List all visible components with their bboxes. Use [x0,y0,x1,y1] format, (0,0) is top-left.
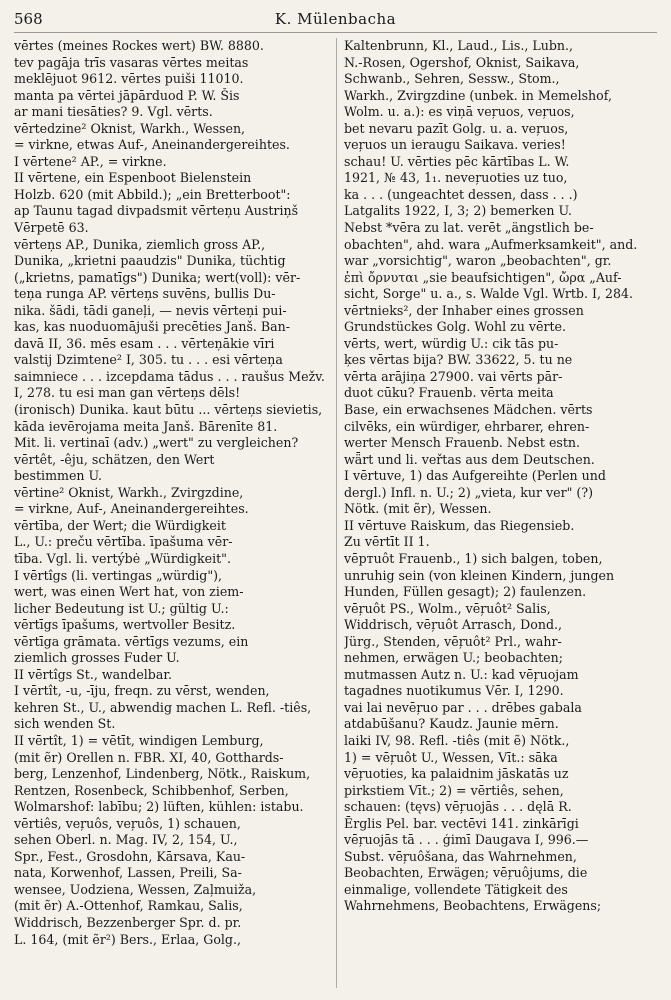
text-line: I vērtene² AP., = virkne. [14,153,167,169]
text-line: vērta arājiņa 27900. vai vērts pār- [344,368,563,384]
right-column [344,38,662,996]
text-line: nehmen, erwägen U.; beobachten; [344,650,563,666]
text-line: vērteņs AP., Dunika, ziemlich gross AP., [14,236,266,252]
text-line: Holzb. 620 (mit Abbild.); „ein Bretterboot": [14,186,291,202]
text-line: berg, Lenzenhof, Lindenberg, Nötk., Raiskum, [14,766,311,782]
text-line: vēŗuôt PS., Wolm., vēŗuôt² Salis, [344,600,551,616]
text-line: tība. Vgl. li. vertýbė „Würdigkeit". [14,550,231,566]
text-line: vērtīga grāmata. vērtīgs vezums, ein [14,633,249,649]
text-line: vērtnieks², der Inhaber eines grossen [344,302,584,318]
text-line: teņa runga AP. vērteņs suvēns, bullis Du- [14,286,276,302]
text-line: vērtêt, -êju, schätzen, den Wert [14,451,215,467]
text-line: tev pagāja trīs vasaras vērtes meitas [14,54,249,70]
text-line: Widdrisch, Bezzenberger Spr. d. pr. [14,914,242,930]
text-line: vērtiês, veŗuôs, veŗuôs, 1) schauen, [14,815,241,831]
text-line: wensee, Uodziena, Wessen, Zaļmuiža, [14,881,257,897]
text-line: Jürg., Stenden, vēŗuôt² Prl., wahr- [344,633,562,649]
text-line: N.-Rosen, Ogershof, Oknist, Saikava, [344,54,580,70]
text-line: saimniece . . . izcepdama tādus . . . raušus Mežv. [14,368,325,384]
text-line: sich wenden St. [14,716,116,732]
text-line: vēŗuoties, ka palaidnim jāskatās uz [344,766,569,782]
text-line: Wolmarshof: labību; 2) lüften, kühlen: istabu. [14,799,304,815]
text-line: Vērpetē 63. [14,220,89,236]
text-line: kas, kas nuoduomājuši precēties Janš. Ban- [14,319,291,335]
text-line: schau! U. vērties pēc kārtības L. W. [344,153,570,169]
text-line: atdabūšanu? Kaudz. Jaunie mērn. [344,716,559,732]
text-line: Rentzen, Rosenbeck, Schibbenhof, Serben, [14,782,289,798]
text-line: laiki IV, 98. Refl. -tiês (mit ẽ) Nötk., [344,732,570,748]
text-line: Grundstückes Golg. Wohl zu vērte. [344,319,567,335]
text-line: ar mani tiesāties? 9. Vgl. vērts. [14,104,213,120]
text-line: („krietns, pamatīgs") Dunika; wert(voll): vēr- [14,269,301,285]
text-line: II vērtene, ein Espenboot Bielenstein [14,170,252,186]
text-line: nata, Korwenhof, Lassen, Preili, Sa- [14,865,242,881]
text-line: veŗuos un ieraugu Saikava. veries! [344,137,566,153]
text-line: I vērtuve, 1) das Aufgereihte (Perlen und [344,468,606,484]
text-line: Spr., Fest., Grosdohn, Kārsava, Kau- [14,848,246,864]
text-line: Subst. vēŗuôšana, das Wahrnehmen, [344,848,577,864]
text-line: vai lai nevēŗuo par . . . drēbes gabala [344,699,582,715]
text-line: vēртuôt Frauenb., 1) sich balgen, toben, [344,550,603,566]
text-line: mutmassen Autz n. U.: kad vēŗuojam [344,666,579,682]
text-line: ķes vērtas bija? BW. 33622, 5. tu ne [344,352,573,368]
text-line: I, 278. tu esi man gan vērteņs dēls! [14,385,241,401]
text-line: Dunika, „krietni paaudzis" Dunika, tüchtig [14,253,286,269]
text-line: II vērtît, 1) = vētīt, windigen Lemburg, [14,732,264,748]
text-line: Nötk. (mit ẽr), Wessen. [344,501,492,517]
text-line: schauen: (tęvs) vēŗuojās . . . dęlā R. [344,799,572,815]
text-line: Wolm. u. a.): es viņā veŗuos, veŗuos, [344,104,575,120]
text-line: vērtīgs īpašums, wertvoller Besitz. [14,617,236,633]
text-line: Kaltenbrunn, Kl., Laud., Lis., Lubn., [344,38,574,53]
text-line: dergl.) Infl. n. U.; 2) „vieta, kur ver" (?) [344,484,593,500]
text-line: cilvēks, ein würdiger, ehrbarer, ehren- [344,418,590,434]
text-line: Mit. li. vertinaī (adv.) „wert" zu vergleichen? [14,435,299,451]
text-line: bestimmen U. [14,468,102,484]
text-line: vērtedzine² Oknist, Warkh., Wessen, [14,120,246,136]
text-line: manta pa vērtei jāpārduod P. W. Šis [14,87,240,103]
text-line: bet nevaru pazīt Golg. u. a. veŗuos, [344,120,569,136]
text-line: Base, ein erwachsenes Mädchen. vērts [344,402,593,418]
text-line: Zu vērtīt II 1. [344,534,430,550]
text-line: pirkstiem Vīt.; 2) = vērtiês, sehen, [344,782,564,798]
text-line: valstij Dzimtene² I, 305. tu . . . esi vērteņa [14,352,283,368]
text-line: L. 164, (mit ẽr²) Bers., Erlaa, Golg., [14,931,242,947]
text-line: Warkh., Zvirgzdine (unbek. in Memelshof, [344,87,612,103]
page-header [14,8,657,30]
text-line: ziemlich grosses Fuder U. [14,650,180,666]
text-line: Ērglis Pel. bar. vectēvi 141. zinkārīgi [344,815,579,831]
text-line: davā II, 36. mēs esam . . . vērteņākie vīri [14,335,275,351]
text-line: Wahrnehmens, Beobachtens, Erwägens; [344,898,602,914]
text-line: vērtība, der Wert; die Würdigkeit [14,517,226,533]
text-line: I vērtît, -u, -īju, freqn. zu vērst, wenden, [14,683,270,699]
running-title: K. Mülenbacha [274,10,397,28]
text-line: vērtine² Oknist, Warkh., Zvirgzdine, [14,484,244,500]
text-line: vērtes (meines Rockes wert) BW. 8880. [14,38,264,53]
text-line: tagadnes nuotikumus Vēr. I, 1290. [344,683,564,699]
page-number: 568 [14,10,43,28]
text-line: sehen Oberl. n. Mag. IV, 2, 154, U., [14,832,238,848]
text-line: obachten", ahd. wara „Aufmerksamkeit", and. [344,236,638,252]
text-line: II vērtîgs St., wandelbar. [14,666,173,682]
header-rule [14,32,657,33]
text-line: war „vorsichtig", waron „beobachten", gr. [344,253,612,269]
text-line: (ironisch) Dunika. kaut būtu ... vērteņs sievietis, [14,402,323,418]
text-line: wert, was einen Wert hat, von ziem- [14,584,244,600]
text-line: unruhig sein (von kleinen Kindern, jungen [344,567,615,583]
text-line: Widdrisch, vēŗuôt Arrasch, Dond., [344,617,563,633]
text-line: duot cūku? Frauenb. vērta meita [344,385,554,401]
text-line: vērts, wert, würdig U.: cik tās pu- [344,335,559,351]
text-line: sicht, Sorge" u. a., s. Walde Vgl. Wrtb. I, 284. [344,286,634,302]
text-line: Nebst *vēra zu lat. verēt „ängstlich be- [344,220,594,236]
text-line: licher Bedeutung ist U.; gültig U.: [14,600,229,616]
text-line: Hunden, Füllen gesagt); 2) faulenzen. [344,584,587,600]
text-line: vēŗuojās tā . . . ģimī Daugava I, 996.— [344,832,589,848]
text-line: kehren St., U., abwendig machen L. Refl. -tiês, [14,699,312,715]
text-line: 1921, № 43, 1₁. neveŗuoties uz tuo, [344,170,568,186]
text-line: (mit ẽr) Orellen n. FBR. XI, 40, Gotthards- [14,749,284,765]
text-line: wǟrt und li. veřtas aus dem Deutschen. [344,451,595,467]
text-line: (mit ẽr) A.-Ottenhof, Ramkau, Salis, [14,898,243,914]
text-line: meklējuot 9612. vērtes puiši 11010. [14,71,244,87]
left-column [14,38,336,996]
text-line: 1) = vēŗuôt U., Wessen, Vīt.: sāka [344,749,558,765]
text-line: nika. šādi, tādi ganeļi, — nevis vērteņi pui- [14,302,287,318]
text-line: = virkne, etwas Auf-, Aneinandergereihtes. [14,137,290,153]
text-line: einmalige, vollendete Tätigkeit des [344,881,568,897]
text-line: = virkne, Auf-, Aneinandergereihtes. [14,501,249,517]
text-line: II vērtuve Raiskum, das Riegensieb. [344,517,575,533]
text-line: Schwanb., Sehren, Sessw., Stom., [344,71,560,87]
column-divider [336,38,337,988]
text-line: ἐπὶ ὄρνυται „sie beaufsichtigen", ὤρα „Auf- [344,269,622,285]
text-line: ka . . . (ungeachtet dessen, dass . . .) [344,186,578,202]
text-line: kāda ievērojama meita Janš. Bārenīte 81. [14,418,278,434]
text-line: I vērtîgs (li. vertingas „würdig"), [14,567,223,583]
text-line: L., U.: preču vērtība. īpašuma vēr- [14,534,233,550]
text-line: werter Mensch Frauenb. Nebst estn. [344,435,581,451]
text-line: ap Taunu tagad divpadsmit vērteņu Austriņš [14,203,299,219]
text-line: Latgalits 1922, I, 3; 2) bemerken U. [344,203,572,219]
text-line: Beobachten, Erwägen; vēŗuôjums, die [344,865,588,881]
